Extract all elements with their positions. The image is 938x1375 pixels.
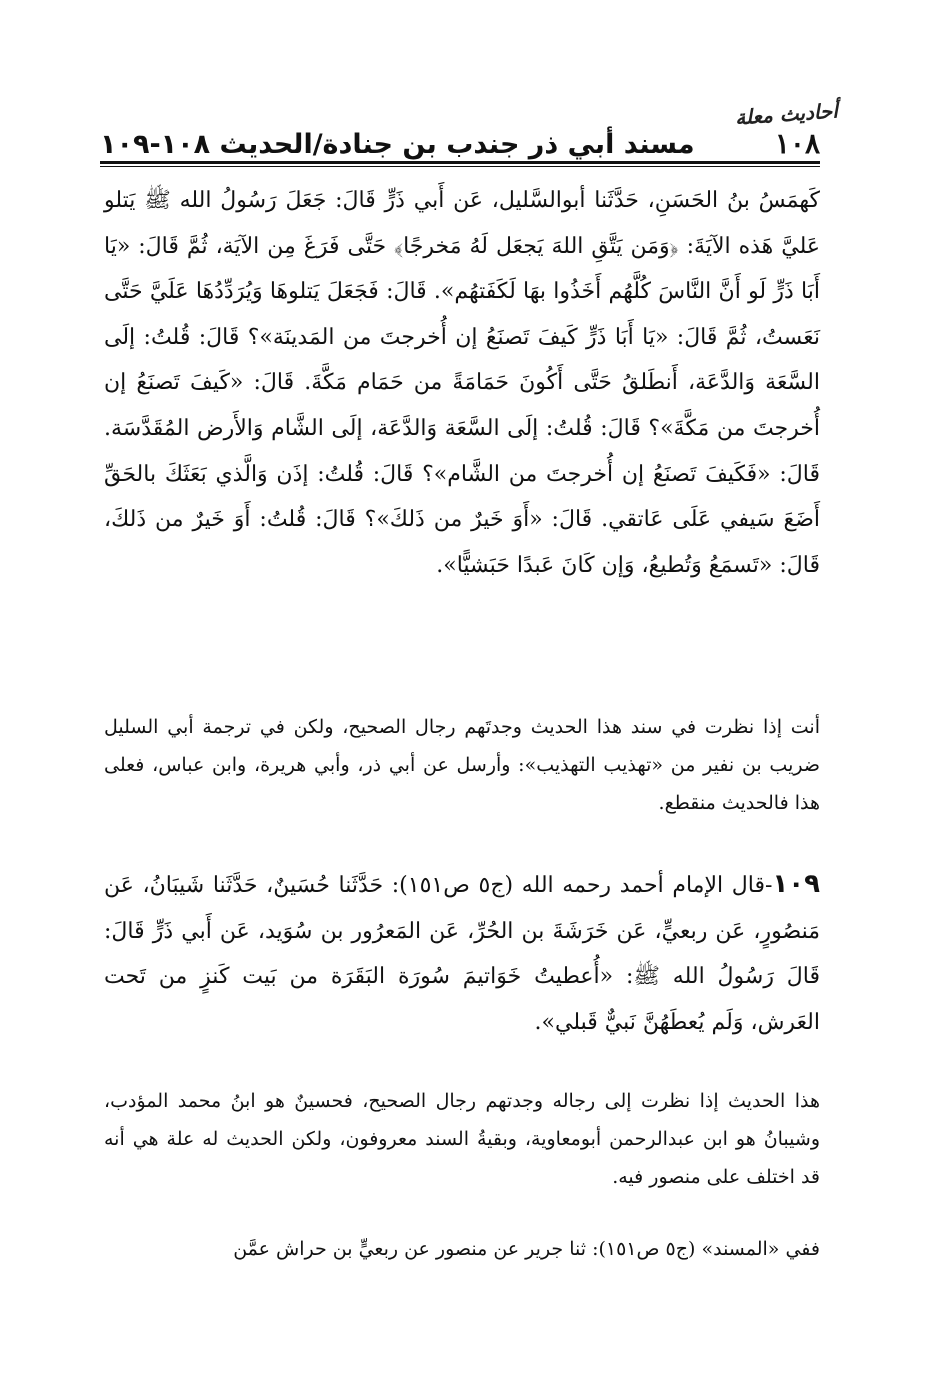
commentary-109-continued: ففي «المسند» (ج٥ ص١٥١): ثنا جرير عن منصور عن ربعيٍّ بن حراش عمَّن bbox=[233, 1238, 820, 1260]
handwritten-note: أحاديث معلة bbox=[734, 98, 839, 130]
header-rule bbox=[100, 161, 820, 164]
header-rule-thin bbox=[100, 166, 820, 167]
hadith-109-commentary-continued bbox=[104, 1230, 820, 1268]
hadith-108-commentary bbox=[104, 708, 820, 822]
hadith-109-text bbox=[104, 862, 820, 1045]
hadith-109-body: -قال الإمام أحمد رحمه الله (ج٥ ص١٥١): حَدَّثَنا حُسَينٌ، حَدَّثَنا شَيبَانُ، عَن مَنصُورٍ، عَن ربعيٍّ، عَن خَرَشَةَ بن الحُرِّ، عَن المَعرُور بن سُوَيد، عَن أَبي ذَرٍّ قَالَ: قَالَ رَسُولُ الله ﷺ: «أُعطيتُ خَوَاتيمَ سُورَة البَقَرَة من بَيت كَنزٍ من تَحت العَرش، وَلَم يُعطَهُنَّ نَبيٌّ قَبلي». bbox=[104, 873, 820, 1035]
hadith-109-commentary bbox=[104, 1082, 820, 1196]
running-title: مسند أبي ذر جندب بن جنادة/الحديث ١٠٨-١٠٩ bbox=[100, 129, 695, 160]
hadith-108-text bbox=[104, 178, 820, 588]
hadith-number: ١٠٩ bbox=[772, 869, 821, 899]
commentary-109: هذا الحديث إذا نظرت إلى رجاله وجدتهم رجال الصحيح، فحسينٌ هو ابنُ محمد المؤدب، وشيبانُ هو ابن عبدالرحمن أبومعاوية، وبقيةُ السند معروفون، ولكن الحديث له علة هي أنه قد اختلف على منصور فيه. bbox=[104, 1090, 820, 1188]
hadith-108-body: كَهمَسُ بنُ الحَسَنِ، حَدَّثَنا أبوالسَّليل، عَن أَبي ذَرٍّ قَالَ: جَعَلَ رَسُولُ الله ﷺ يَتلو عَليَّ هَذه الآيَةَ: ﴿وَمَن يَتَّقِ اللهَ يَجعَل لَهُ مَخرجًا﴾ حَتَّى فَرَغَ مِن الآيَة، ثُمَّ قَالَ: «يَا أَبَا ذَرٍّ لَو أَنَّ النَّاسَ كُلَّهُم أَخَذُوا بهَا لَكَفَتهُم». قَالَ: فَجَعَلَ يَتلوهَا وَيُرَدِّدُهَا عَلَيَّ حَتَّى نَعَستُ، ثُمَّ قَالَ: «يَا أَبَا ذَرٍّ كَيفَ تَصنَعُ إن أُخرجتَ من المَدينَة»؟ قَالَ: قُلتُ: إلَى السَّعَة وَالدَّعَة، أَنطَلقُ حَتَّى أَكُونَ حَمَامَةً من حَمَام مَكَّةَ. قَالَ: «كَيفَ تَصنَعُ إن أُخرجتَ من مَكَّةَ»؟ قَالَ: قُلتُ: إلَى السَّعَة وَالدَّعَة، إلَى الشَّام وَالأَرض المُقَدَّسَة. قَالَ: «فَكَيفَ تَصنَعُ إن أُخرجتَ من الشَّام»؟ قَالَ: قُلتُ: إذَن وَالَّذي بَعَثَكَ بالحَقِّ أَضَعَ سَيفي عَلَى عَاتقي. قَالَ: «أَوَ خَيرٌ من ذَلكَ»؟ قَالَ: قُلتُ: أَوَ خَيرٌ من ذَلكَ، قَالَ: «تَسمَعُ وَتُطيعُ، وَإن كَانَ عَبدًا حَبَشيًّا». bbox=[104, 188, 820, 578]
commentary-108: أنت إذا نظرت في سند هذا الحديث وجدتَهم رجال الصحيح، ولكن في ترجمة أبي السليل ضريب بن نفير من «تهذيب التهذيب»: وأرسل عن أبي ذر، وأبي هريرة، وابن عباس، فعلى هذا فالحديث منقطع. bbox=[104, 716, 820, 814]
page-number: ١٠٨ bbox=[774, 127, 820, 160]
page-header bbox=[100, 118, 820, 160]
